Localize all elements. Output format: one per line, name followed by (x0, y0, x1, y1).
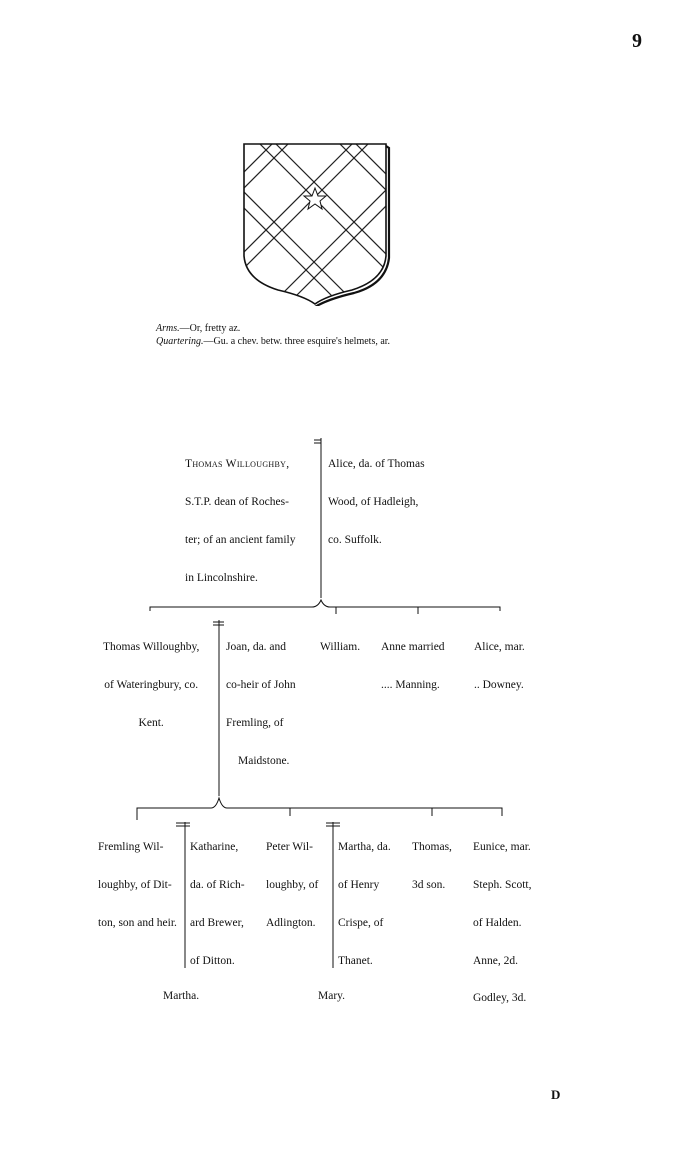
gen3-martha-crispe (338, 816, 391, 980)
gen1-thomas-line1: Thomas Willoughby, (185, 458, 290, 471)
gen2-thomas-line1: Thomas Willoughby, (103, 641, 200, 654)
gen4-martha-line1: Martha. (163, 990, 200, 1003)
gen3-katharine-line4: of Ditton. (190, 954, 235, 967)
page-number: 9 (632, 30, 642, 52)
gen1-alice-wood (328, 433, 425, 559)
quartering-text: —Gu. a chev. betw. three esquire's helmets, ar. (203, 336, 391, 347)
gen4-mary-line1: Mary. (318, 990, 346, 1003)
gen3-eunice-line4: Anne, 2d. (473, 954, 519, 967)
gen3-fremling-line3: ton, son and heir. (98, 916, 177, 929)
gen3-eunice-scott (473, 816, 531, 1018)
gen2-alice-line2: .. Downey. (474, 678, 524, 691)
quartering-label: Quartering. (156, 336, 204, 347)
signature-mark: D (551, 1087, 561, 1102)
gen2-thomas-willoughby (103, 616, 199, 742)
gen4-martha (163, 965, 199, 1015)
gen1-thomas-line2: S.T.P. dean of Roches- (185, 495, 289, 508)
gen2-thomas-line2: of Wateringbury, co. (104, 678, 199, 691)
gen2-joan-fremling (226, 616, 296, 780)
gen3-katharine-line3: ard Brewer, (190, 916, 244, 929)
gen2-thomas-line3: Kent. (138, 716, 164, 729)
gen3-fremling-willoughby (98, 816, 177, 942)
gen3-katharine-line1: Katharine, (190, 841, 239, 854)
gen2-joan-line2: co-heir of John (226, 678, 296, 691)
gen2-william-line1: William. (320, 641, 361, 654)
gen2-anne-manning (381, 616, 445, 704)
arms-text: —Or, fretty az. (179, 323, 241, 334)
gen1-alice-line1: Alice, da. of Thomas (328, 458, 425, 471)
gen2-william (320, 616, 360, 666)
gen2-joan-line3: Fremling, of (226, 716, 284, 729)
gen3-eunice-line2: Steph. Scott, (473, 878, 532, 891)
gen1-alice-line2: Wood, of Hadleigh, (328, 495, 419, 508)
gen3-peter-line2: loughby, of (266, 878, 319, 891)
gen3-fremling-line2: loughby, of Dit- (98, 878, 172, 891)
gen3-fremling-line1: Fremling Wil- (98, 841, 164, 854)
gen3-martha-line4: Thanet. (338, 954, 373, 967)
gen3-eunice-line3: of Halden. (473, 916, 522, 929)
gen1-thomas-line3: ter; of an ancient family (185, 533, 296, 546)
gen3-eunice-line1: Eunice, mar. (473, 841, 531, 854)
gen3-thomas-3d-son (412, 816, 452, 904)
gen3-eunice-line5: Godley, 3d. (473, 992, 527, 1005)
gen3-katharine-brewer (190, 816, 245, 980)
gen3-peter-line3: Adlington. (266, 916, 316, 929)
gen3-peter-willoughby (266, 816, 318, 942)
gen2-anne-line1: Anne married (381, 641, 445, 654)
gen3-thomas-line1: Thomas, (412, 841, 452, 854)
gen2-alice-downey (474, 616, 525, 704)
gen3-katharine-line2: da. of Rich- (190, 878, 245, 891)
gen3-martha-line2: of Henry (338, 878, 380, 891)
gen1-thomas-willoughby (185, 433, 295, 597)
gen3-thomas-line2: 3d son. (412, 878, 446, 891)
gen3-martha-line1: Martha, da. (338, 841, 391, 854)
arms-label: Arms. (156, 323, 180, 334)
gen4-mary (318, 965, 345, 1015)
gen3-peter-line1: Peter Wil- (266, 841, 313, 854)
gen2-anne-line2: .... Manning. (381, 678, 440, 691)
gen1-thomas-line4: in Lincolnshire. (185, 571, 258, 584)
gen1-alice-line3: co. Suffolk. (328, 533, 382, 546)
gen2-alice-line1: Alice, mar. (474, 641, 525, 654)
gen2-joan-line1: Joan, da. and (226, 641, 287, 654)
gen2-joan-line4: Maidstone. (238, 754, 290, 767)
gen3-martha-line3: Crispe, of (338, 916, 384, 929)
